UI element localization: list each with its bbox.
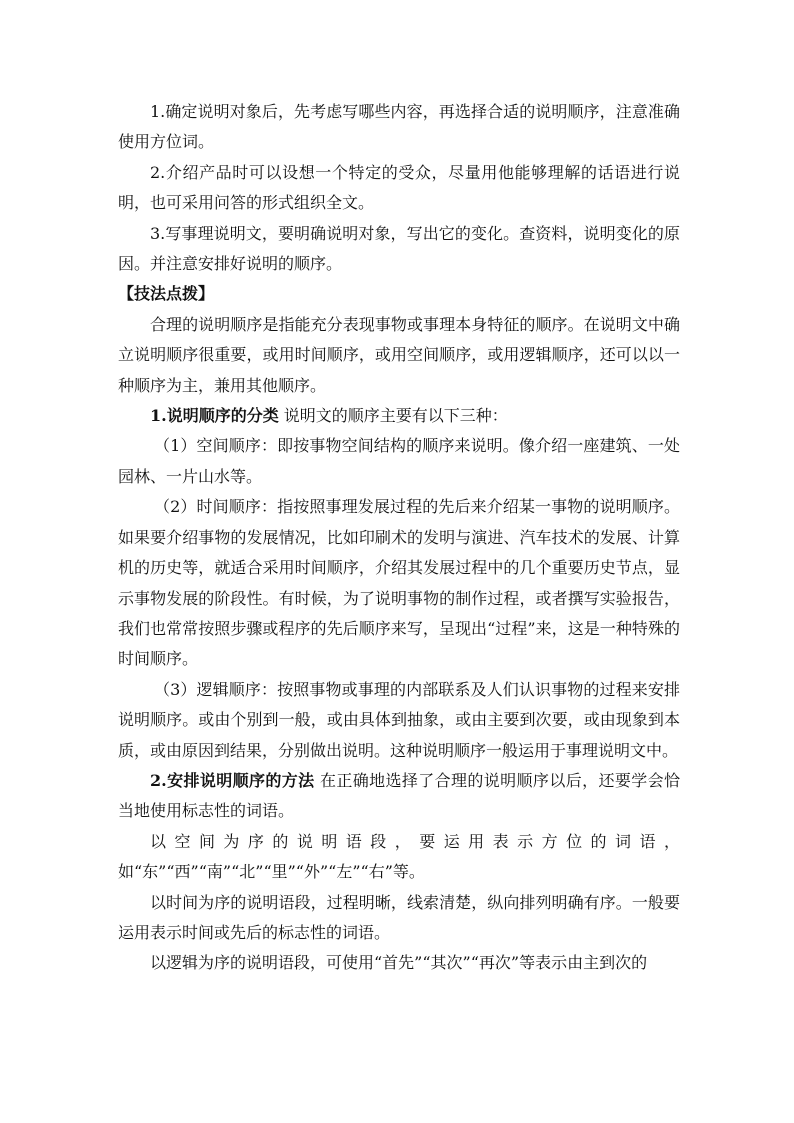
paragraph-classification [118, 401, 680, 431]
paragraph-tip-2: 2.介绍产品时可以设想一个特定的受众，尽量用他能够理解的话语进行说明，也可采用问答的形式组织全文。 [118, 162, 680, 213]
paragraph-tip-3: 3.写事理说明文，要明确说明对象，写出它的变化。查资料，说明变化的原因。并注意安排好说明的顺序。 [118, 223, 680, 274]
paragraph-tip-1: 1.确定说明对象后，先考虑写哪些内容，再选择合适的说明顺序，注意准确使用方位词。 [118, 102, 680, 152]
paragraph-spatial-words: 以空间为序的说明语段，要运用表示方位的词语，如“东”“西”“南”“北”“里”“外”“左”“右”等。 [118, 831, 680, 882]
paragraph-spatial-order: （1）空间顺序：即按事物空间结构的顺序来说明。像介绍一座建筑、一处园林、一片山水等。 [118, 436, 680, 486]
subheading-method: 2.安排说明顺序的方法 [150, 770, 315, 790]
paragraph-time-words: 以时间为序的说明语段，过程明晰，线索清楚，纵向排列明确有序。一般要运用表示时间或先后的标志性的词语。 [118, 892, 680, 942]
subheading-classification: 1.说明顺序的分类 [150, 406, 279, 426]
document-page [118, 97, 680, 979]
method-text: 在正确地选择了合理的说明顺序以后，还要学会恰当地使用标志性的词语。 [118, 770, 680, 821]
classification-text: 说明文的顺序主要有以下三种： [278, 406, 508, 426]
paragraph-method [118, 766, 680, 827]
section-heading: 【技法点拨】 [118, 284, 215, 304]
paragraph-logical-words: 以逻辑为序的说明语段，可使用“首先”“其次”“再次”等表示由主到次的 [150, 953, 648, 973]
paragraph-time-order: （2）时间顺序：指按照事理发展过程的先后来介绍某一事物的说明顺序。如果要介绍事物的发展情况，比如印刷术的发明与演进、汽车技术的发展、计算机的历史等，就适合采用时间顺序，介绍其发展过程中的几个重要历史节点，显示事物发展的阶段性。有时候，为了说明事物的制作过程，或者撰写实验报告，我们也常常按照步骤或程序的先后顺序来写，呈现出“过程”来，这是一种特殊的时间顺序。 [118, 497, 680, 669]
paragraph-intro: 合理的说明顺序是指能充分表现事物或事理本身特征的顺序。在说明文中确立说明顺序很重要，或用时间顺序，或用空间顺序，或用逻辑顺序，还可以以一种顺序为主，兼用其他顺序。 [118, 314, 680, 395]
paragraph-logical-order: （3）逻辑顺序：按照事物或事理的内部联系及人们认识事物的过程来安排说明顺序。或由个别到一般，或由具体到抽象，或由主要到次要，或由现象到本质，或由原因到结果，分别做出说明。这种说明顺序一般运用于事理说明文中。 [118, 679, 680, 760]
